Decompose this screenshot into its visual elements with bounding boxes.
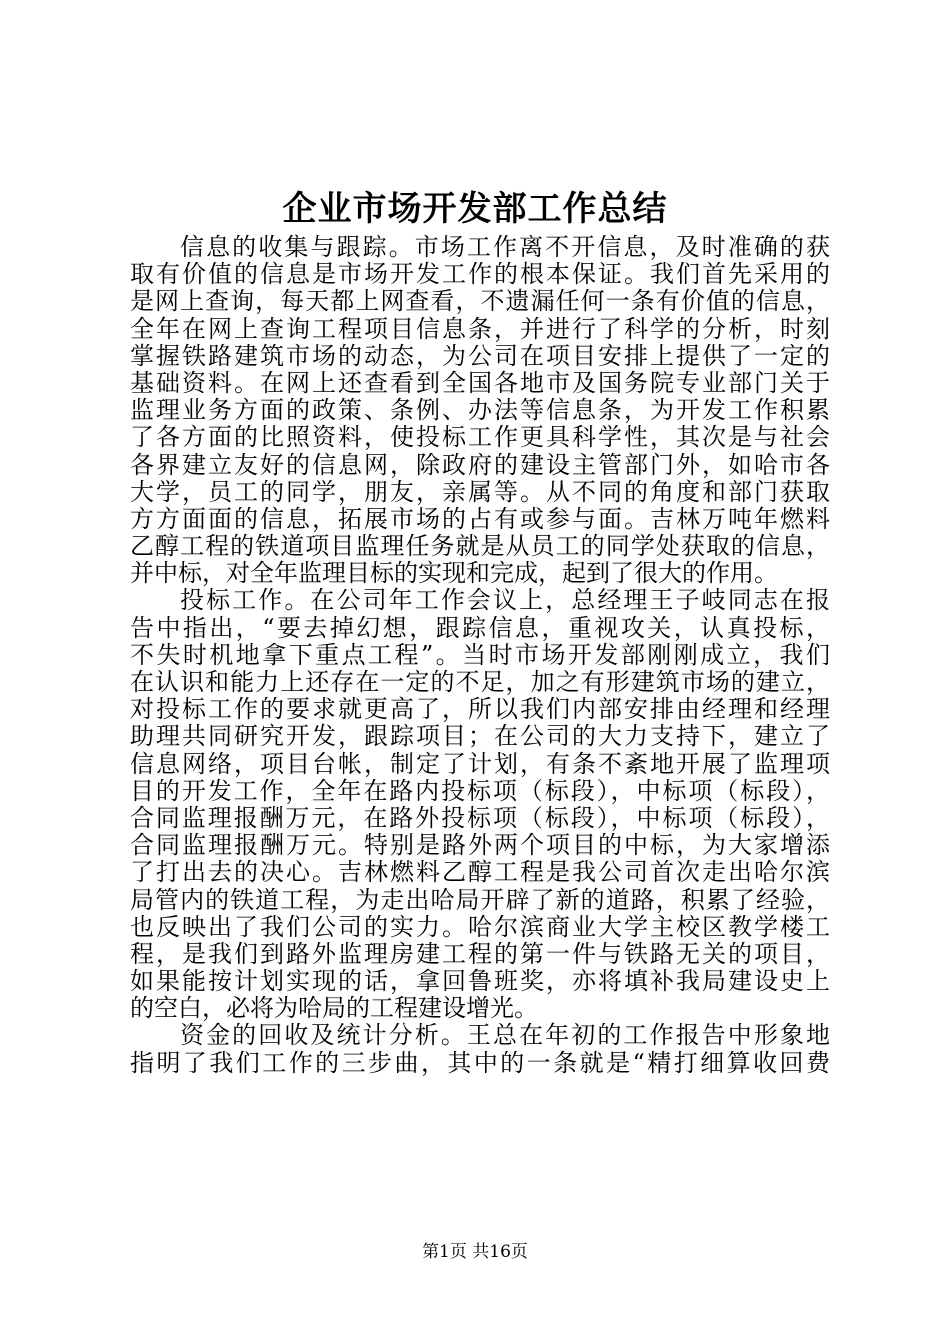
text-line: 资金的回收及统计分析。王总在年初的工作报告中形象地 [180,1021,830,1050]
text-line: 乙醇工程的铁道项目监理任务就是从员工的同学处获取的信息， [130,532,830,561]
text-line: 了各方面的比照资料，使投标工作更具科学性，其次是与社会 [130,423,830,452]
text-line: 指明了我们工作的三步曲，其中的一条就是“精打细算收回费 [130,1048,830,1077]
text-line: 全年在网上查询工程项目信息条，并进行了科学的分析，时刻 [130,314,830,343]
text-line: 投标工作。在公司年工作会议上，总经理王子岐同志在报 [180,586,830,615]
text-line: 对投标工作的要求就更高了，所以我们内部安排由经理和经理 [130,695,830,724]
text-line: 取有价值的信息是市场开发工作的根本保证。我们首先采用的 [130,260,830,289]
text-line: 基础资料。在网上还查看到全国各地市及国务院专业部门关于 [130,368,830,397]
text-line: 监理业务方面的政策、条例、办法等信息条，为开发工作积累 [130,396,830,425]
text-line: 程，是我们到路外监理房建工程的第一件与铁路无关的项目， [130,939,830,968]
text-line: 信息的收集与跟踪。市场工作离不开信息，及时准确的获 [180,233,830,261]
text-line: 如果能按计划实现的话，拿回鲁班奖，亦将填补我局建设史上 [130,967,830,996]
document-title: 企业市场开发部工作总结 [282,189,668,229]
text-line: 方方面面的信息，拓展市场的占有或参与面。吉林万吨年燃料 [130,504,830,533]
text-line: 的空白，必将为哈局的工程建设增光。 [130,994,538,1023]
text-line: 合同监理报酬万元。特别是路外两个项目的中标，为大家增添 [130,831,830,860]
text-line: 大学，员工的同学，朋友，亲属等。从不同的角度和部门获取 [130,477,830,506]
text-line: 在认识和能力上还存在一定的不足，加之有形建筑市场的建立， [130,668,830,696]
document-body [130,234,830,1077]
text-line: 合同监理报酬万元，在路外投标项（标段），中标项（标段）， [130,803,830,832]
text-line: 目的开发工作，全年在路内投标项（标段），中标项（标段）， [130,776,830,805]
page-footer: 第1页 共16页 [422,1242,528,1262]
text-line: 掌握铁路建筑市场的动态，为公司在项目安排上提供了一定的 [130,341,830,370]
text-line: 是网上查询，每天都上网查看，不遗漏任何一条有价值的信息， [130,287,830,316]
text-line: 并中标，对全年监理目标的实现和完成，起到了很大的作用。 [130,559,778,588]
text-line: 告中指出，“要去掉幻想，跟踪信息，重视攻关，认真投标， [130,613,830,642]
text-line: 也反映出了我们公司的实力。哈尔滨商业大学主校区教学楼工 [130,912,830,941]
text-line: 信息网络，项目台帐，制定了计划，有条不紊地开展了监理项 [130,749,830,778]
text-line: 不失时机地拿下重点工程”。当时市场开发部刚刚成立，我们 [130,640,830,669]
text-line: 助理共同研究开发，跟踪项目；在公司的大力支持下，建立了 [130,722,830,751]
text-line: 局管内的铁道工程，为走出哈局开辟了新的道路，积累了经验， [130,885,830,914]
text-line: 了打出去的决心。吉林燃料乙醇工程是我公司首次走出哈尔滨 [130,858,830,887]
text-line: 各界建立友好的信息网，除政府的建设主管部门外，如哈市各 [130,450,830,479]
